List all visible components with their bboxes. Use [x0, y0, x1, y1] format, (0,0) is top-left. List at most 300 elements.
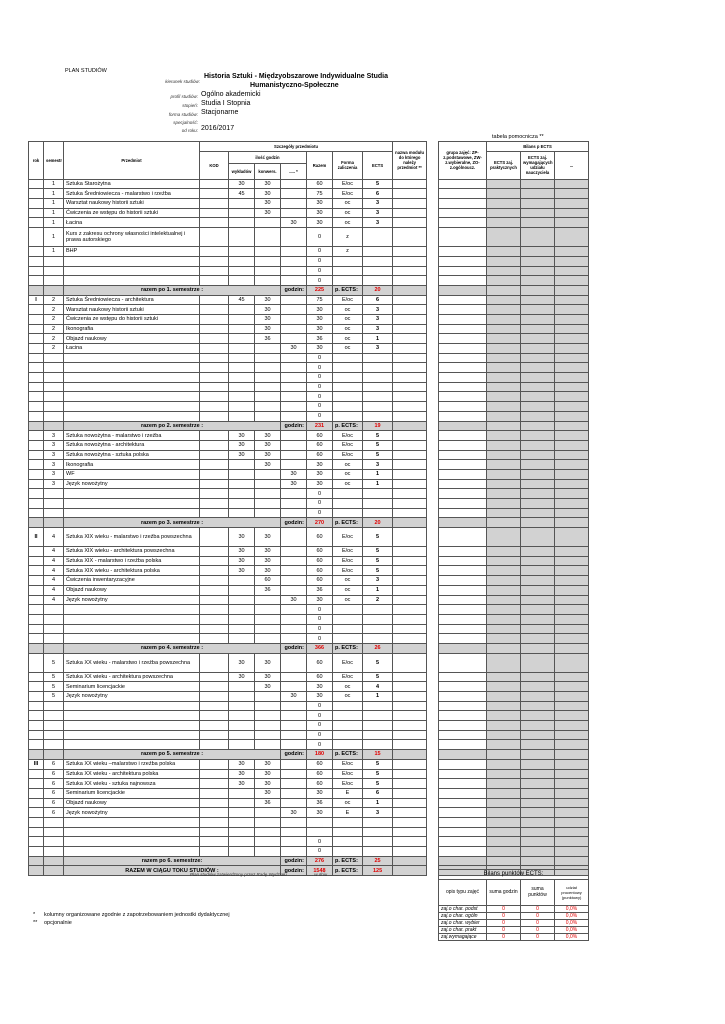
row-razem: 0 [307, 701, 333, 711]
row-ects: 6 [363, 788, 393, 798]
row-forma [333, 392, 363, 402]
row-rok [29, 460, 44, 470]
helper-cell [521, 421, 555, 431]
helper-row [439, 779, 589, 789]
row-przedmiot: Warsztat naukowy historii sztuki [64, 305, 200, 315]
helper-cell [521, 585, 555, 595]
row-forma [333, 817, 363, 827]
row-rok [29, 634, 44, 644]
helper-row [439, 759, 589, 769]
row-ects: 5 [363, 653, 393, 672]
row-przedmiot: Sztuka XX wieku - malarstwo i rzeźba powszechna [64, 653, 200, 672]
sum-pects-label: p. ECTS: [333, 866, 363, 876]
row-modul [393, 179, 427, 189]
helper-cell [487, 247, 521, 257]
row-kod [200, 827, 229, 837]
row-kod [200, 440, 229, 450]
helper-row [439, 373, 589, 383]
row-wyklad [229, 499, 255, 509]
helper-row [439, 643, 589, 653]
helper-row [439, 247, 589, 257]
bilans-head-opis: opis typu zajęć [439, 879, 487, 905]
row-wyklad: 30 [229, 179, 255, 189]
row-rok [29, 450, 44, 460]
helper-row [439, 518, 589, 528]
row-kod [200, 228, 229, 247]
row-rok [29, 324, 44, 334]
row-ects [363, 847, 393, 857]
row-wyklad: 45 [229, 189, 255, 199]
course-row [29, 721, 427, 731]
header-rok: rok [29, 142, 44, 180]
helper-row [439, 266, 589, 276]
helper-cell [439, 518, 487, 528]
row-kod [200, 711, 229, 721]
helper-row [439, 711, 589, 721]
row-przedmiot: Objazd naukowy [64, 334, 200, 344]
course-row [29, 798, 427, 808]
sum-spacer [393, 518, 427, 528]
helper-cell [555, 585, 589, 595]
course-row [29, 334, 427, 344]
row-forma [333, 266, 363, 276]
row-kod [200, 469, 229, 479]
row-razem: 30 [307, 344, 333, 354]
row-ects: 1 [363, 469, 393, 479]
row-razem: 30 [307, 788, 333, 798]
helper-cell [555, 285, 589, 295]
helper-ects-bezp: ECTS zaj. wymagających udziału nauczyciela [521, 151, 555, 179]
row-modul [393, 769, 427, 779]
row-ects [363, 489, 393, 499]
row-semestr: 2 [44, 305, 64, 315]
row-razem: 0 [307, 276, 333, 286]
row-wyklad [229, 614, 255, 624]
row-konwers: 60 [255, 576, 281, 586]
sum-godzin-label: godzin: [281, 421, 307, 431]
row-modul [393, 469, 427, 479]
helper-cell [439, 431, 487, 441]
helper-row [439, 353, 589, 363]
table-body [29, 179, 427, 875]
row-semestr [44, 373, 64, 383]
row-forma: oc [333, 314, 363, 324]
row-modul [393, 721, 427, 731]
helper-cell [521, 256, 555, 266]
helper-cell [555, 314, 589, 324]
sum-spacer [44, 750, 64, 760]
row-ects: 3 [363, 324, 393, 334]
row-rok [29, 769, 44, 779]
helper-grupa: grupa zajęć: ZP- z.podstawowe, ZW- z.wybieralne, ZO- z.ogólnoucz. [439, 142, 487, 180]
row-rok [29, 373, 44, 383]
helper-cell [487, 276, 521, 286]
row-forma: E/oc [333, 295, 363, 305]
row-konwers: 30 [255, 189, 281, 199]
row-forma [333, 711, 363, 721]
helper-row [439, 788, 589, 798]
row-forma [333, 847, 363, 857]
row-przedmiot [64, 363, 200, 373]
header-semestr: semestr [44, 142, 64, 180]
helper-cell [487, 692, 521, 702]
row-przedmiot [64, 614, 200, 624]
study-plan-table [28, 141, 427, 876]
row-modul [393, 595, 427, 605]
helper-cell [555, 798, 589, 808]
helper-cell [487, 382, 521, 392]
row-przedmiot: WF [64, 469, 200, 479]
row-konwers: 30 [255, 431, 281, 441]
row-razem: 0 [307, 837, 333, 847]
row-rok [29, 179, 44, 189]
row-forma [333, 721, 363, 731]
row-ects [363, 624, 393, 634]
row-forma: E/oc [333, 653, 363, 672]
row-semestr [44, 402, 64, 412]
row-ects: 3 [363, 344, 393, 354]
helper-cell [439, 682, 487, 692]
row-wyklad [229, 817, 255, 827]
row-przedmiot [64, 382, 200, 392]
helper-cell [521, 402, 555, 412]
helper-cell [487, 566, 521, 576]
row-extra [281, 740, 307, 750]
row-semestr: 6 [44, 798, 64, 808]
row-semestr: 1 [44, 208, 64, 218]
row-modul [393, 392, 427, 402]
row-ects: 3 [363, 218, 393, 228]
helper-cell [521, 817, 555, 827]
helper-cell [487, 353, 521, 363]
row-konwers: 30 [255, 440, 281, 450]
helper-cell [439, 373, 487, 383]
course-row [29, 730, 427, 740]
row-ects [363, 721, 393, 731]
helper-cell [555, 489, 589, 499]
helper-cell [521, 499, 555, 509]
helper-cell [487, 305, 521, 315]
course-row [29, 624, 427, 634]
row-przedmiot [64, 402, 200, 412]
course-row [29, 499, 427, 509]
row-razem: 0 [307, 614, 333, 624]
row-forma: E/oc [333, 189, 363, 199]
row-semestr: 1 [44, 218, 64, 228]
sum-pects-label: p. ECTS: [333, 856, 363, 866]
row-wyklad: 30 [229, 672, 255, 682]
row-konwers: 30 [255, 769, 281, 779]
row-extra: 30 [281, 218, 307, 228]
row-konwers [255, 847, 281, 857]
course-row [29, 556, 427, 566]
row-kod [200, 489, 229, 499]
sum-godzin-label: godzin: [281, 856, 307, 866]
helper-cell [487, 528, 521, 547]
row-extra [281, 721, 307, 731]
row-forma: oc [333, 682, 363, 692]
row-kod [200, 585, 229, 595]
helper-cell [439, 208, 487, 218]
sum-label: razem po 4. semestrze : [64, 643, 281, 653]
row-razem: 30 [307, 314, 333, 324]
helper-row [439, 730, 589, 740]
course-row [29, 411, 427, 421]
sum-pects-label: p. ECTS: [333, 643, 363, 653]
row-wyklad [229, 624, 255, 634]
helper-row [439, 208, 589, 218]
sum-ects: 25 [363, 856, 393, 866]
row-rok: I [29, 295, 44, 305]
helper-cell [555, 528, 589, 547]
row-extra [281, 440, 307, 450]
helper-cell [555, 750, 589, 760]
helper-cell [439, 450, 487, 460]
row-modul [393, 585, 427, 595]
row-extra [281, 402, 307, 412]
row-rok [29, 566, 44, 576]
row-razem: 0 [307, 228, 333, 247]
helper-cell [439, 847, 487, 857]
helper-cell [521, 653, 555, 672]
helper-cell [439, 798, 487, 808]
row-rok [29, 344, 44, 354]
row-razem: 60 [307, 779, 333, 789]
helper-cell [521, 643, 555, 653]
row-razem: 0 [307, 508, 333, 518]
helper-cell [521, 759, 555, 769]
row-wyklad [229, 266, 255, 276]
row-ects: 3 [363, 460, 393, 470]
row-ects [363, 701, 393, 711]
course-row [29, 576, 427, 586]
row-semestr: 5 [44, 672, 64, 682]
row-razem [307, 817, 333, 827]
row-razem: 0 [307, 634, 333, 644]
row-forma: oc [333, 798, 363, 808]
helper-row [439, 460, 589, 470]
row-wyklad [229, 508, 255, 518]
row-rok [29, 556, 44, 566]
row-przedmiot [64, 847, 200, 857]
course-row [29, 324, 427, 334]
course-row [29, 314, 427, 324]
helper-cell [487, 672, 521, 682]
row-kod [200, 508, 229, 518]
helper-cell [487, 798, 521, 808]
row-rok [29, 218, 44, 228]
helper-cell [439, 469, 487, 479]
sum-spacer [393, 643, 427, 653]
row-forma [333, 701, 363, 711]
helper-cell [487, 730, 521, 740]
row-modul [393, 759, 427, 769]
row-forma: E/oc [333, 759, 363, 769]
row-forma [333, 614, 363, 624]
row-konwers: 30 [255, 547, 281, 557]
helper-cell [521, 353, 555, 363]
sum-hours: 366 [307, 643, 333, 653]
sum-hours: 276 [307, 856, 333, 866]
course-row [29, 179, 427, 189]
row-ects [363, 827, 393, 837]
helper-cell [555, 228, 589, 247]
helper-cell [439, 653, 487, 672]
helper-cell [439, 363, 487, 373]
helper-cell [487, 701, 521, 711]
row-razem: 60 [307, 566, 333, 576]
row-konwers: 30 [255, 199, 281, 209]
helper-row [439, 798, 589, 808]
row-konwers [255, 721, 281, 731]
sum-spacer [29, 421, 44, 431]
row-wyklad: 30 [229, 759, 255, 769]
helper-row [439, 469, 589, 479]
row-przedmiot: Objazd naukowy [64, 585, 200, 595]
row-kod [200, 334, 229, 344]
helper-cell [439, 218, 487, 228]
helper-cell [555, 779, 589, 789]
row-konwers [255, 827, 281, 837]
helper-ects-prakt: ECTS zaj. praktycznych [487, 151, 521, 179]
helper-cell [487, 373, 521, 383]
helper-cell [487, 285, 521, 295]
row-wyklad [229, 721, 255, 731]
row-forma: z [333, 247, 363, 257]
row-modul [393, 189, 427, 199]
helper-cell [487, 469, 521, 479]
helper-cell [439, 392, 487, 402]
row-rok [29, 730, 44, 740]
header-przedmiot: Przedmiot [64, 142, 200, 180]
helper-cell [439, 528, 487, 547]
row-wyklad [229, 228, 255, 247]
row-forma: oc [333, 305, 363, 315]
row-konwers: 30 [255, 566, 281, 576]
helper-row [439, 692, 589, 702]
helper-row [439, 334, 589, 344]
sum-spacer [44, 421, 64, 431]
helper-cell [487, 585, 521, 595]
row-kod [200, 199, 229, 209]
helper-cell [439, 344, 487, 354]
sum-hours: 180 [307, 750, 333, 760]
helper-cell [487, 411, 521, 421]
row-wyklad [229, 489, 255, 499]
row-przedmiot [64, 711, 200, 721]
bilans-pct: 0,0% [555, 912, 589, 919]
row-przedmiot: Objazd naukowy [64, 798, 200, 808]
helper-cell [487, 740, 521, 750]
bilans-row [439, 933, 589, 940]
course-row [29, 373, 427, 383]
row-kod [200, 276, 229, 286]
row-rok [29, 392, 44, 402]
row-wyklad [229, 382, 255, 392]
helper-row [439, 479, 589, 489]
row-konwers [255, 479, 281, 489]
row-rok [29, 614, 44, 624]
header-kod: KOD [200, 151, 229, 179]
row-modul [393, 247, 427, 257]
row-przedmiot: Łacina [64, 344, 200, 354]
bilans-head-udzial: udział procentowy (punktowy) [555, 879, 589, 905]
helper-cell [439, 750, 487, 760]
helper-cell [521, 547, 555, 557]
row-extra [281, 556, 307, 566]
row-konwers [255, 508, 281, 518]
row-semestr: 2 [44, 295, 64, 305]
helper-cell [521, 827, 555, 837]
sum-spacer [29, 518, 44, 528]
sum-spacer [393, 285, 427, 295]
bilans-label: zaj.o char. ogóln [439, 912, 487, 919]
helper-cell [521, 469, 555, 479]
helper-cell [487, 856, 521, 866]
row-rok [29, 672, 44, 682]
row-razem: 0 [307, 353, 333, 363]
sum-spacer [29, 285, 44, 295]
row-forma: E/oc [333, 528, 363, 547]
helper-row [439, 595, 589, 605]
row-kod [200, 382, 229, 392]
row-extra [281, 199, 307, 209]
sum-ects: 19 [363, 421, 393, 431]
helper-cell [439, 334, 487, 344]
helper-cell [521, 179, 555, 189]
helper-cell [521, 411, 555, 421]
helper-cell [439, 759, 487, 769]
helper-cell [439, 721, 487, 731]
helper-cell [555, 266, 589, 276]
helper-cell [555, 508, 589, 518]
row-kod [200, 769, 229, 779]
sum-label: razem po 2. semestrze : [64, 421, 281, 431]
row-modul [393, 218, 427, 228]
helper-cell [521, 392, 555, 402]
row-konwers: 30 [255, 305, 281, 315]
row-konwers: 30 [255, 759, 281, 769]
sum-spacer [44, 518, 64, 528]
helper-cell [555, 817, 589, 827]
bilans-label: zaj.o char. podst [439, 905, 487, 912]
row-ects: 6 [363, 295, 393, 305]
row-forma: oc [333, 469, 363, 479]
row-semestr: 4 [44, 566, 64, 576]
course-row [29, 431, 427, 441]
row-semestr: 1 [44, 179, 64, 189]
helper-cell [487, 624, 521, 634]
row-forma: E/oc [333, 450, 363, 460]
helper-cell [555, 276, 589, 286]
sum-ects: 125 [363, 866, 393, 876]
row-rok [29, 827, 44, 837]
row-rok [29, 489, 44, 499]
row-modul [393, 672, 427, 682]
row-przedmiot: Ćwiczenia ze wstępu do historii sztuki [64, 208, 200, 218]
row-kod [200, 305, 229, 315]
row-wyklad [229, 305, 255, 315]
course-row [29, 392, 427, 402]
helper-cell [439, 614, 487, 624]
row-rok [29, 624, 44, 634]
helper-cell [521, 750, 555, 760]
row-ects: 3 [363, 314, 393, 324]
course-row [29, 711, 427, 721]
helper-cell [555, 672, 589, 682]
helper-cell [439, 247, 487, 257]
helper-cell [487, 208, 521, 218]
